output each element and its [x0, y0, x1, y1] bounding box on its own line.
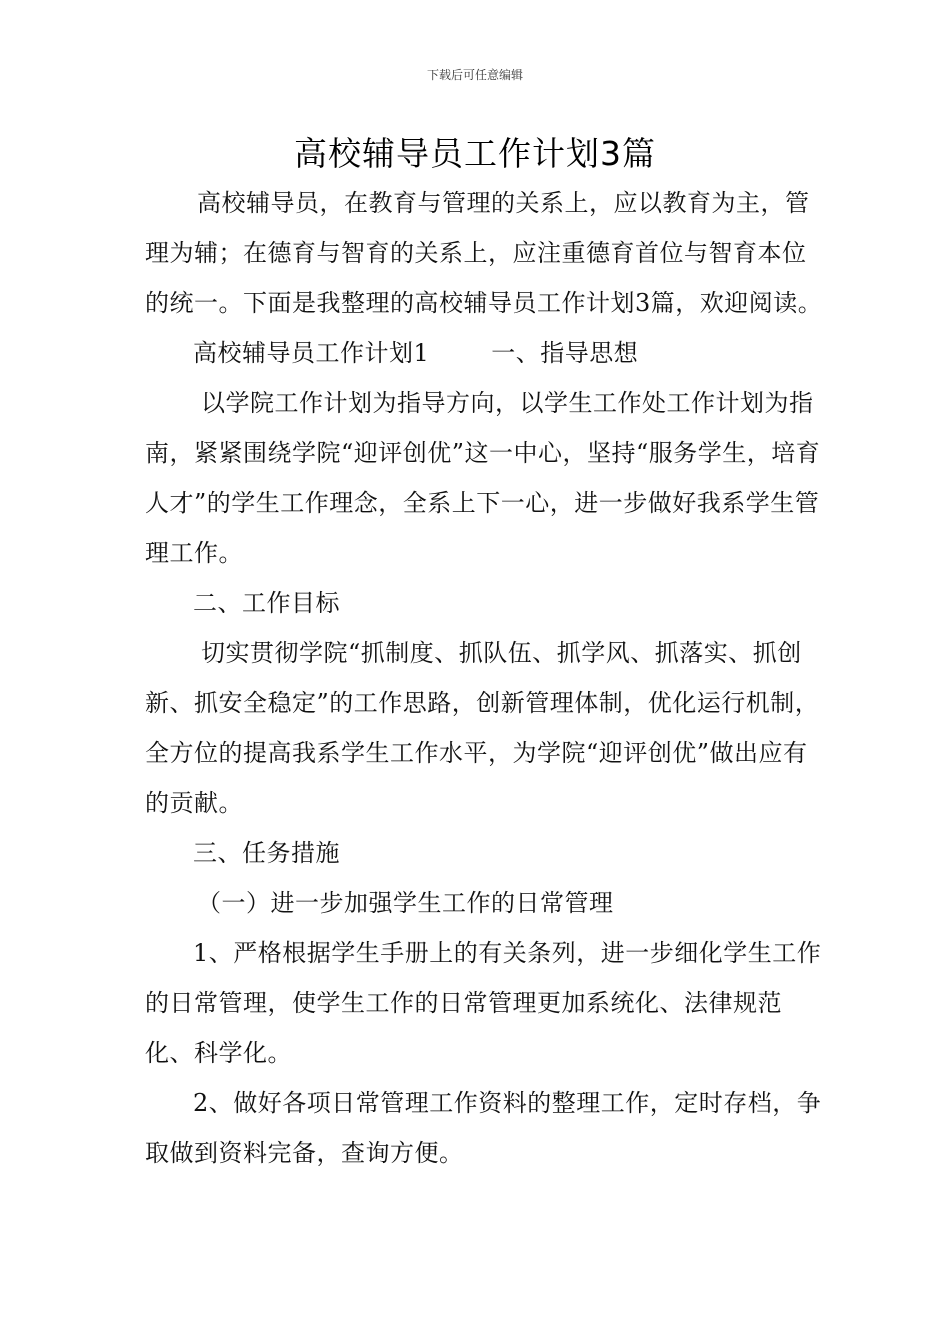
- list-item-1: 1、严格根据学生手册上的有关条列，进一步细化学生工作的日常管理，使学生工作的日常管理更加系统化、法律规范化、科学化。: [145, 939, 822, 1067]
- work-goals-paragraph: 切实贯彻学院“抓制度、抓队伍、抓学风、抓落实、抓创新、抓安全稳定”的工作思路，创新管理体制，优化运行机制，全方位的提高我系学生工作水平，为学院“迎评创优”做出应有的贡献。: [145, 639, 820, 817]
- section-heading-task-measures: 三、任务措施: [193, 839, 340, 867]
- section-heading-guiding-ideology: 一、指导思想: [491, 339, 639, 367]
- list-item-2: 2、做好各项日常管理工作资料的整理工作，定时存档，争取做到资料完备，查询方便。: [145, 1089, 822, 1167]
- plan-heading: 高校辅导员工作计划1: [193, 339, 430, 367]
- section-heading-work-goals: 二、工作目标: [193, 589, 340, 617]
- page-header-note: 下载后可任意编辑: [426, 68, 523, 82]
- document-body: [145, 178, 825, 1178]
- intro-paragraph: 高校辅导员，在教育与管理的关系上，应以教育为主，管理为辅；在德育与智育的关系上，应注重德育首位与智育本位的统一。下面是我整理的高校辅导员工作计划3篇，欢迎阅读。: [145, 189, 823, 317]
- document-title: 高校辅导员工作计划3篇: [294, 134, 656, 173]
- plan-heading-line: [145, 328, 825, 378]
- subsection-heading-daily-management: （一）进一步加强学生工作的日常管理: [197, 889, 614, 917]
- guiding-ideology-paragraph: 以学院工作计划为指导方向，以学生工作处工作计划为指南，紧紧围绕学院“迎评创优”这一中心，坚持“服务学生，培育人才”的学生工作理念，全系上下一心，进一步做好我系学生管理工作。: [145, 389, 821, 567]
